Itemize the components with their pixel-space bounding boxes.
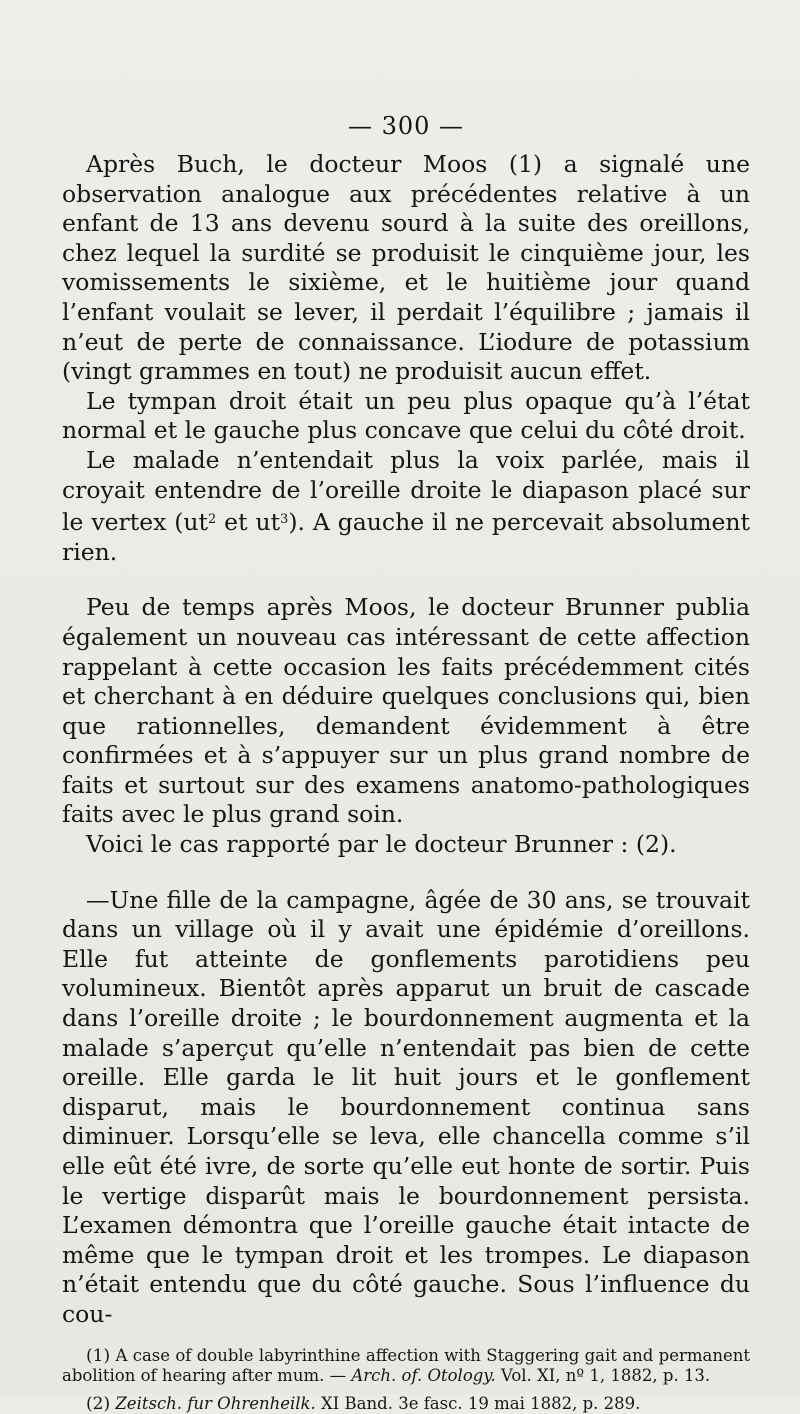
footnote-1-text: A case of double labyrinthine affection with Staggering gait and permanent abolition of hearing after mum. — — [62, 1345, 750, 1386]
paragraph-diapason — [62, 446, 750, 567]
paragraph-brunner: Peu de temps après Moos, le docteur Brunner publia également un nouveau cas intéressant de cette affection rappelant à cette occasion les faits précédemment cités et cherchant à en déduire quelques conclusions qui, bien que rationnelles, demandent évidemment à être confirmées et à s’appuyer sur un plus grand nombre de faits et surtout sur des examens anatomo-pathologiques faits avec le plus grand soin. — [62, 593, 750, 829]
paragraph-moos-observation: Après Buch, le docteur Moos (1) a signalé une observation analogue aux précédentes relative à un enfant de 13 ans devenu sourd à la suite des oreillons, chez lequel la surdité se produisit le cinquième jour, les vomissements le sixième, et le huitième jour quand l’enfant voulait se lever, il perdait l’équilibre ; jamais il n’eut de perte de connaissance. L’iodure de potassium (vingt grammes en tout) ne produisit aucun effet. — [62, 150, 750, 386]
footnote-2-tail: XI Band. 3e fasc. 19 mai 1882, p. 289. — [315, 1393, 641, 1413]
diapason-text-after: ). A gauche il ne percevait absolument rien. — [62, 508, 750, 566]
footnote-2-journal: Zeitsch. fur Ohrenheilk. — [110, 1393, 316, 1413]
diapason-text-before: Le malade n’entendait plus la voix parlée, mais il croyait entendre de l’oreille droite le diapason placé sur le vertex (ut — [62, 445, 750, 537]
footnote-1-mark: (1) — [86, 1345, 111, 1366]
diapason-text-middle: et ut — [216, 508, 281, 537]
paragraph-case-description: —Une fille de la campagne, âgée de 30 ans, se trouvait dans un village où il y avait une épidémie d’oreillons. Elle fut atteinte de gonflements parotidiens peu volumineux. Bientôt après apparut un bruit de cascade dans l’oreille droite ; le bourdonnement augmenta et la malade s’aperçut qu’elle n’entendait pas bien de cette oreille. Elle garda le lit huit jours et le gonflement disparut, mais le bourdonnement continua sans diminuer. Lorsqu’elle se leva, elle chancella comme s’il elle eût été ivre, de sorte qu’elle eut honte de sortir. Puis le vertige disparût mais le bourdonnement persista. L’examen démontra que l’oreille gauche était intacte de même que le tympan droit et les trompes. Le diapason n’était entendu que du côté gauche. Sous l’influence du cou- — [62, 885, 750, 1328]
footnote-2 — [62, 1394, 750, 1414]
paragraph-brunner-case-intro: Voici le cas rapporté par le docteur Brunner : (2). — [86, 830, 677, 859]
footnote-1-journal: Arch. of. Otology. — [351, 1366, 496, 1386]
footnote-1-tail: Vol. XI, nº 1, 1882, p. 13. — [495, 1366, 711, 1386]
superscript-3: 3 — [280, 512, 289, 528]
page-number: — 300 — — [347, 112, 465, 140]
footnote-2-mark: (2) — [86, 1393, 111, 1414]
footnote-1 — [62, 1346, 750, 1386]
superscript-2: 2 — [208, 512, 217, 528]
paragraph-tympan: Le tympan droit était un peu plus opaque qu’à l’état normal et le gauche plus concave que celui du côté droit. — [62, 386, 750, 445]
footnotes — [62, 1346, 750, 1414]
